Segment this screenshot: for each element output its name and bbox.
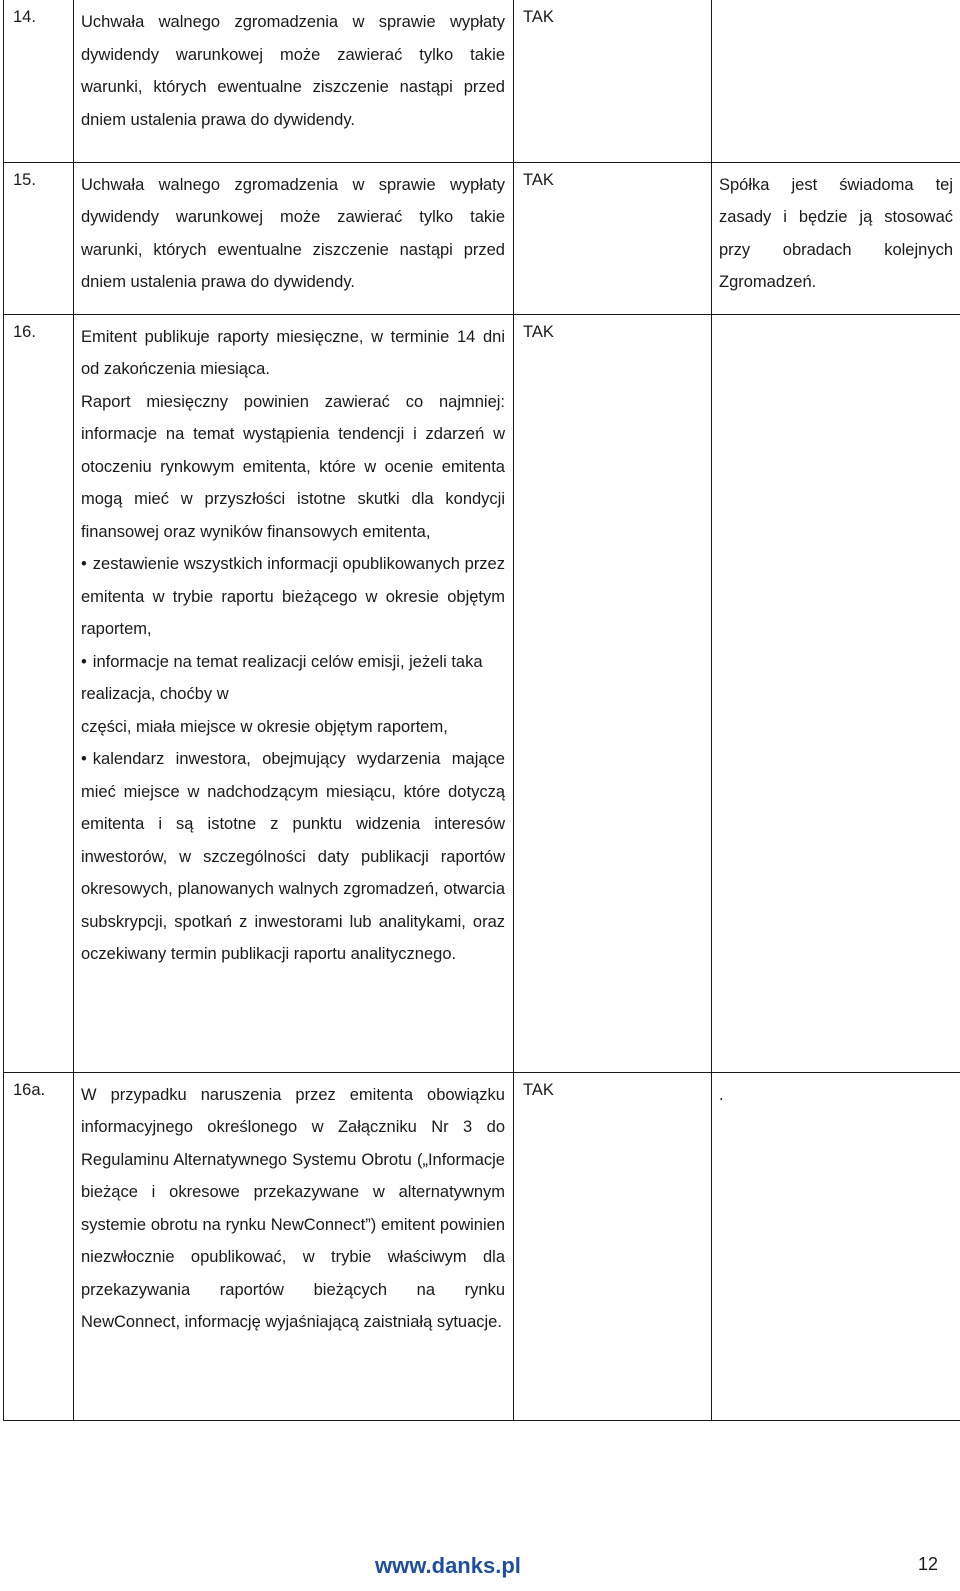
compliance-status: TAK (514, 162, 712, 314)
bullet-item: • kalendarz inwestora, obejmujący wydarzenia mające mieć miejsce w nadchodzącym miesiącu, które dotyczą emitenta i są istotne z punktu widzenia interesów inwestorów, w szczególności daty publikacji raportów okresowych, planowanych walnych zgromadzeń, otwarcia subskrypcji, spotkań z inwestorami lub analitykami, oraz oczekiwany termin publikacji raportu analitycznego. (81, 743, 505, 971)
compliance-status: TAK (514, 314, 712, 1072)
row-number: 14. (4, 0, 74, 162)
comment-text (712, 0, 960, 6)
compliance-table (3, 0, 960, 1421)
comment-text: . (719, 1085, 724, 1104)
table-row (4, 314, 960, 1072)
bullet-item: • zestawienie wszystkich informacji opublikowanych przez emitenta w trybie raportu bieżącego w okresie objętym raportem, (81, 548, 505, 646)
rule-text: W przypadku naruszenia przez emitenta obowiązku informacyjnego określonego w Załączniku Nr 3 do Regulaminu Alternatywnego Systemu Obrotu („Informacje bieżące i okresowe przekazywane w alternatywnym systemie obrotu na rynku NewConnect”) emitent powinien niezwłocznie opublikować, w trybie właściwym dla przekazywania raportów bieżących na rynku NewConnect, informację wyjaśniającą zaistniałą sytuacje. (81, 1085, 505, 1331)
comment-text (712, 315, 960, 321)
table-row (4, 0, 960, 162)
table-row (4, 162, 960, 314)
compliance-status: TAK (514, 0, 712, 162)
table-row (4, 1072, 960, 1420)
bullet-item: • informacje na temat realizacji celów emisji, jeżeli taka realizacja, choćby w (81, 646, 505, 711)
compliance-status: TAK (514, 1072, 712, 1420)
row-number: 15. (4, 162, 74, 314)
rule-text: Emitent publikuje raporty miesięczne, w terminie 14 dni od zakończenia miesiąca. Raport miesięczny powinien zawierać co najmniej: informacje na temat wystąpienia tendencji i zdarzeń w otoczeniu rynkowym emitenta, które w ocenie emitenta mogą mieć w przyszłości istotne skutki dla kondycji finansowej oraz wyników finansowych emitenta, • zestawienie wszystkich informacji opublikowanych przez emitenta w trybie raportu bieżącego w okresie objętym raportem, • informacje na temat realizacji celów emisji, jeżeli taka realizacja, choćby w części, miała miejsce w okresie objętym raportem, • kalendarz inwestora, obejmujący wydarzenia mające mieć miejsce w nadchodzącym miesiącu, które dotyczą emitenta i są istotne z punktu widzenia interesów inwestorów, w szczególności daty publikacji raportów okresowych, planowanych walnych zgromadzeń, otwarcia subskrypcji, spotkań z inwestorami lub analitykami, oraz oczekiwany termin publikacji raportu analitycznego. (74, 315, 513, 971)
footer-website-link[interactable]: www.danks.pl (375, 1553, 521, 1578)
rule-text: Uchwała walnego zgromadzenia w sprawie wypłaty dywidendy warunkowej może zawierać tylko takie warunki, których ewentualne ziszczenie nastąpi przed dniem ustalenia prawa do dywidendy. (81, 13, 505, 129)
comment-text: Spółka jest świadoma tej zasady i będzie ją stosować przy obradach kolejnych Zgromadzeń. (719, 175, 953, 291)
row-number: 16a. (4, 1072, 74, 1420)
page-number: 12 (917, 1554, 938, 1574)
rule-text: Uchwała walnego zgromadzenia w sprawie wypłaty dywidendy warunkowej może zawierać tylko takie warunki, których ewentualne ziszczenie nastąpi przed dniem ustalenia prawa do dywidendy. (81, 175, 505, 291)
row-number: 16. (4, 314, 74, 1072)
